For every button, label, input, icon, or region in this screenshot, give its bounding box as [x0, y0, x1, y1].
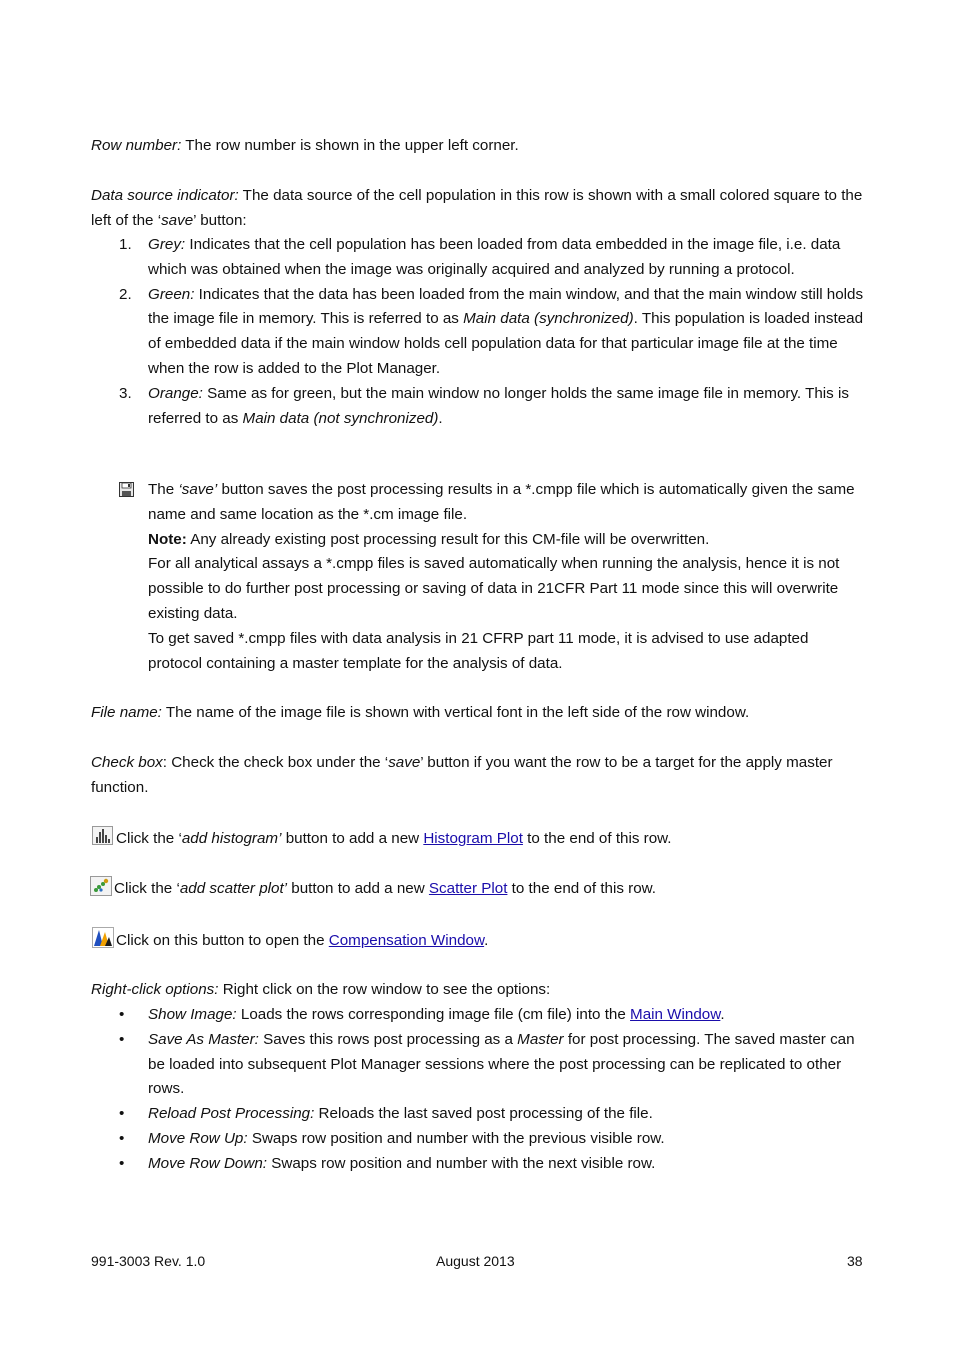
list-number: 3.: [119, 384, 132, 402]
add-histogram-pre: Click the ‘: [116, 830, 182, 847]
option-text-after: for post processing. The saved master can be loaded into subsequent Plot Manager sessions where the post processing can be replicated to other rows.: [148, 1030, 855, 1098]
note-label: Note:: [148, 530, 187, 548]
add-scatter-emphasis: add scatter plot’: [179, 880, 288, 897]
save-word: save: [161, 211, 194, 229]
option-text: Swaps row position and number with the next visible row.: [267, 1154, 656, 1172]
note-text: Any already existing post processing result for this CM-file will be overwritten.: [186, 530, 710, 548]
orange-text: Same as for green, but the main window no longer holds the same image file in memory. This is referred to as: [148, 384, 849, 427]
option-label: Reload Post Processing:: [148, 1105, 315, 1123]
check-box-text-end: ’ button if you want the row to be a target for the apply master function.: [91, 754, 833, 796]
option-text: Swaps row position and number with the previous visible row.: [247, 1129, 665, 1147]
compensation-paragraph: [116, 929, 866, 954]
green-label: Green:: [148, 285, 195, 303]
right-click-options-list: [91, 1003, 866, 1177]
file-name-paragraph: [91, 701, 866, 726]
add-scatter-mid: button to add a new: [287, 880, 429, 897]
add-scatter-post: to the end of this row.: [507, 880, 657, 897]
list-item: [91, 1102, 866, 1127]
green-text: Indicates that the data has been loaded from the main window, and that the main window still holds the image file in memory. This is referred to as: [148, 285, 864, 328]
option-label: Show Image:: [148, 1006, 237, 1023]
footer-doc-number: 991-3003 Rev. 1.0: [91, 1253, 206, 1269]
bullet-icon: •: [119, 1105, 125, 1123]
option-label: Move Row Down:: [148, 1154, 268, 1172]
compensation-icon: [92, 927, 114, 952]
check-box-text: : Check the check box under the ‘: [162, 754, 389, 771]
file-name-label: File name:: [91, 704, 162, 721]
compensation-post: .: [484, 932, 489, 949]
row-number-paragraph: [91, 134, 866, 159]
data-source-paragraph: [91, 184, 866, 234]
check-box-label: Check box: [91, 754, 163, 771]
add-scatter-paragraph: [114, 877, 866, 902]
add-histogram-post: to the end of this row.: [522, 830, 672, 847]
data-source-list: [91, 233, 866, 431]
master-emphasis: Master: [517, 1030, 564, 1048]
list-item: [91, 1028, 866, 1102]
save-para-2: For all analytical assays a *.cmpp files is saved automatically when running the analysis, hence it is not possible to do further post processing or saving of data in 21CFR Part 11 mode since this will overwrite existing data.: [148, 555, 840, 622]
list-item: [91, 1127, 866, 1152]
add-histogram-emphasis: add histogram’: [181, 830, 282, 847]
save-disk-icon: [119, 482, 134, 501]
save-pre: The: [148, 481, 179, 498]
option-label: Save As Master:: [148, 1030, 259, 1048]
list-item: [91, 382, 866, 432]
option-label: Move Row Up:: [148, 1129, 248, 1147]
footer-date: August 2013: [436, 1253, 515, 1269]
list-number: 1.: [119, 236, 132, 253]
row-number-text: The row number is shown in the upper left corner.: [181, 137, 519, 154]
option-text: Saves this rows post processing as a: [258, 1030, 518, 1048]
scatter-plot-icon: [90, 876, 112, 900]
bullet-icon: •: [119, 1129, 125, 1147]
data-source-text: The data source of the cell population in this row is shown with a small colored square to the left of the ‘: [91, 187, 863, 229]
data-source-label: Data source indicator:: [91, 187, 239, 204]
file-name-text: The name of the image file is shown with vertical font in the left side of the row window.: [161, 704, 750, 721]
save-note: [148, 528, 866, 553]
orange-emphasis: Main data (not synchronized): [242, 409, 439, 427]
add-histogram-paragraph: [116, 827, 866, 852]
save-word: save: [388, 754, 421, 771]
histogram-icon: [92, 826, 113, 849]
save-text: button saves the post processing results in a *.cmpp file which is automatically given the same name and same location as the *.cm image file.: [148, 481, 855, 523]
list-item: [91, 233, 866, 283]
row-number-label: Row number:: [91, 137, 182, 154]
orange-text-after: .: [438, 409, 443, 427]
list-item: [91, 1152, 866, 1177]
orange-label: Orange:: [148, 384, 203, 402]
bullet-icon: •: [119, 1030, 125, 1048]
save-description: [148, 478, 866, 528]
list-number: 2.: [119, 285, 132, 303]
right-click-label: Right-click options:: [91, 981, 219, 998]
histogram-plot-link[interactable]: Histogram Plot: [423, 830, 523, 847]
bullet-icon: •: [119, 1154, 125, 1172]
save-emphasis: ‘save’: [178, 481, 218, 498]
check-box-paragraph: [91, 751, 866, 801]
scatter-plot-link[interactable]: Scatter Plot: [428, 880, 508, 897]
list-item: [91, 1003, 866, 1028]
option-text-after: .: [720, 1006, 725, 1023]
save-para-3: To get saved *.cmpp files with data analysis in 21 CFRP part 11 mode, it is advised to use adapted protocol containing a master template for the analysis of data.: [148, 629, 809, 672]
compensation-pre: Click on this button to open the: [116, 932, 329, 949]
grey-text: Indicates that the cell population has been loaded from data embedded in the image file, i.e. data which was obtained when the image was originally acquired and analyzed by running a protocol.: [148, 236, 841, 278]
green-emphasis: Main data (synchronized): [463, 310, 634, 328]
green-text-after: . This population is loaded instead of embedded data if the main window holds cell population data for that particular image file at the time when the row is added to the Plot Manager.: [148, 310, 864, 377]
right-click-paragraph: [91, 978, 866, 1003]
compensation-window-link[interactable]: Compensation Window: [328, 932, 485, 949]
data-source-text-end: ’ button:: [193, 211, 247, 229]
option-text: Reloads the last saved post processing of the file.: [314, 1105, 653, 1123]
option-text: Loads the rows corresponding image file (cm file) into the: [236, 1006, 631, 1023]
right-click-text: Right click on the row window to see the options:: [218, 981, 551, 998]
bullet-icon: •: [119, 1006, 125, 1023]
add-histogram-mid: button to add a new: [281, 830, 424, 847]
grey-label: Grey:: [148, 236, 186, 253]
list-item: [91, 283, 866, 382]
save-section: [148, 478, 866, 676]
main-window-link[interactable]: Main Window: [630, 1006, 721, 1023]
footer-page-number: 38: [847, 1253, 863, 1269]
add-scatter-pre: Click the ‘: [114, 880, 180, 897]
